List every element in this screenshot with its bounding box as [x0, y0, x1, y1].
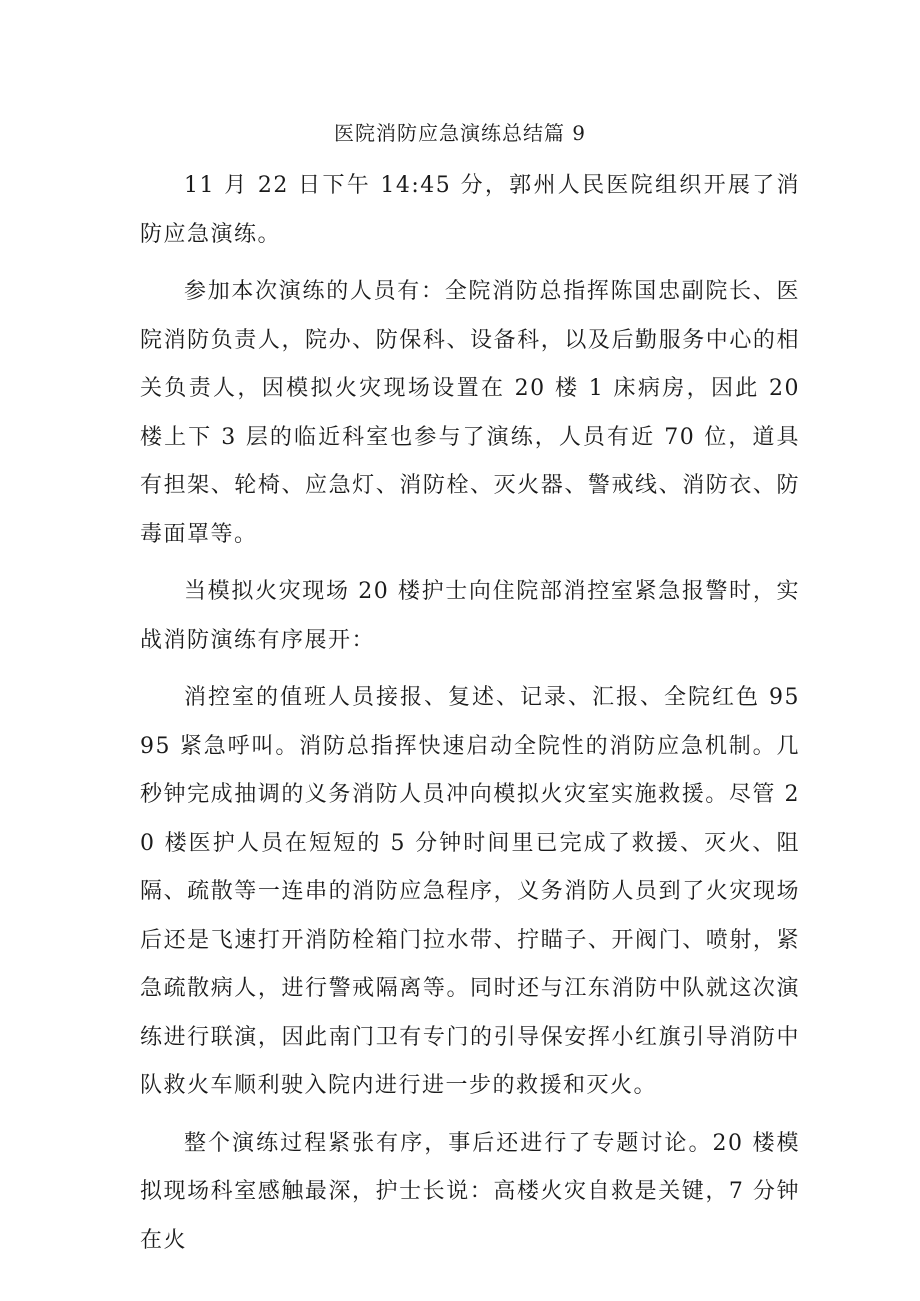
document-body — [140, 162, 800, 1274]
paragraph-2: 参加本次演练的人员有：全院消防总指挥陈国忠副院长、医院消防负责人，院办、防保科、设备科，以及后勤服务中心的相关负责人，因模拟火灾现场设置在 20 楼 1 床病房，因此 20 楼上下 3 层的临近科室也参与了演练，人员有近 70 位，道具有担架、轮椅、应急灯、消防栓、灭火器、警戒线、消防衣、防毒面罩等。 — [140, 279, 800, 547]
paragraph-5: 整个演练过程紧张有序，事后还进行了专题讨论。20 楼模拟现场科室感触最深，护士长说：高楼火灾自救是关键，7 分钟在火 — [140, 1130, 800, 1253]
paragraph-4: 消控室的值班人员接报、复述、记录、汇报、全院红色 9595 紧急呼叫。消防总指挥快速启动全院性的消防应急机制。几秒钟完成抽调的义务消防人员冲向模拟火灾室实施救援。尽管 20 楼医护人员在短短的 5 分钟时间里已完成了救援、灭火、阻隔、疏散等一连串的消防应急程序，义务消防人员到了火灾现场后还是飞速打开消防栓箱门拉水带、拧瞄子、开阀门、喷射，紧急疏散病人，进行警戒隔离等。同时还与江东消防中队就这次演练进行联演，因此南门卫有专门的引导保安挥小红旗引导消防中队救火车顺利驶入院内进行进一步的救援和灭火。 — [140, 685, 800, 1098]
document-title: 医院消防应急演练总结篇 9 — [333, 121, 587, 145]
paragraph-1: 11 月 22 日下午 14:45 分，郭州人民医院组织开展了消防应急演练。 — [140, 173, 800, 247]
paragraph-3: 当模拟火灾现场 20 楼护士向住院部消控室紧急报警时，实战消防演练有序展开： — [140, 579, 800, 653]
